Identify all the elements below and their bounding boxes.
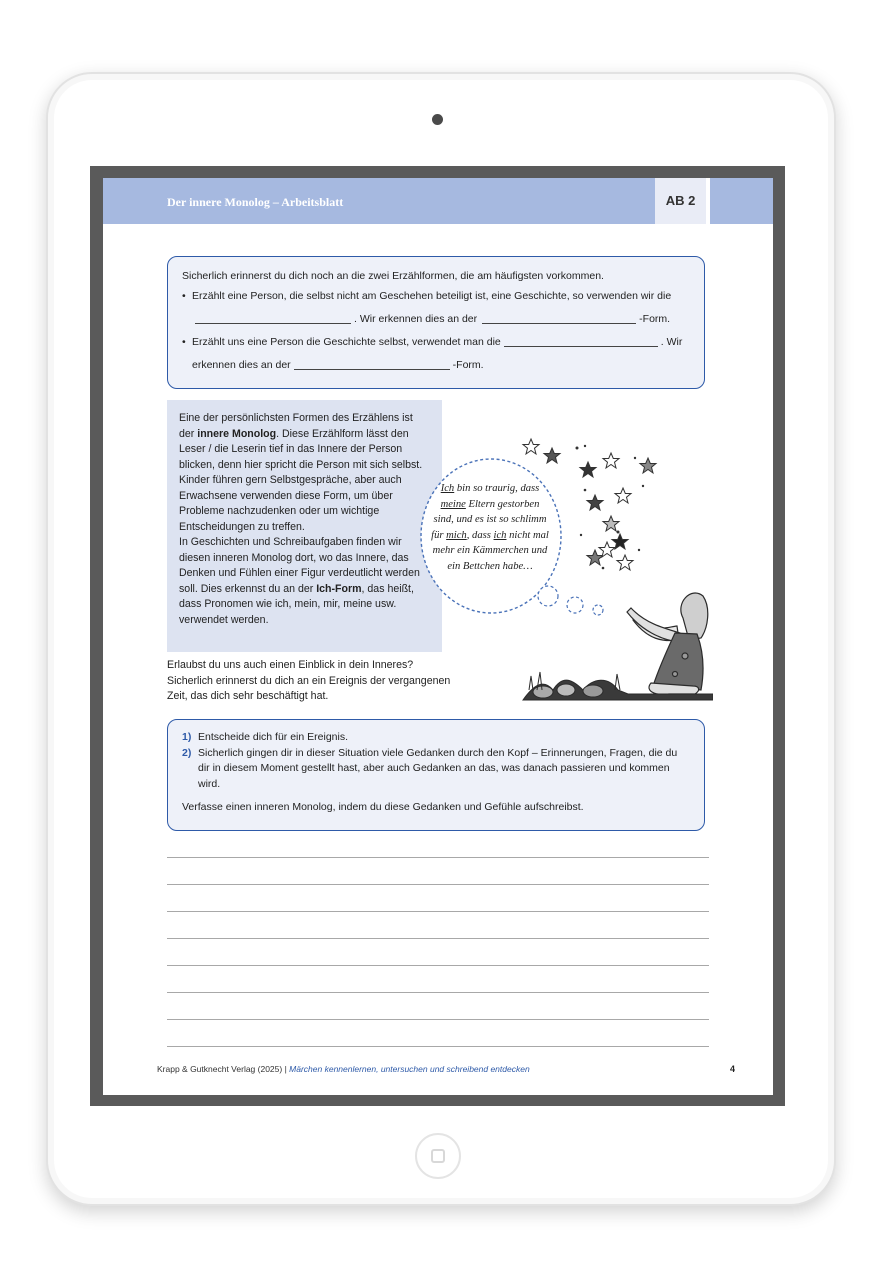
writing-line[interactable] [167,938,709,939]
writing-line[interactable] [167,911,709,912]
worksheet-tag: AB 2 [655,178,706,224]
intro-text: Sicherlich erinnerst du dich noch an die zwei Erzählformen, die am häufigsten vorkommen. [182,270,604,282]
task-1: 1) Entscheide dich für ein Ereignis. [182,731,348,743]
writing-line[interactable] [167,1046,709,1047]
writing-line[interactable] [167,884,709,885]
page-number: 4 [730,1064,736,1074]
writing-line[interactable] [167,965,709,966]
writing-line[interactable] [167,1019,709,1020]
blank-field-3[interactable] [504,334,658,347]
info-text-block [167,400,442,652]
blank-field-4[interactable] [294,357,450,370]
bullet-item-1: • Erzählt eine Person, die selbst nicht am Geschehen beteiligt ist, eine Geschichte, so verwenden wir die . Wir erkennen dies an der -Form. [182,285,690,331]
question-text: Erlaubst du uns auch einen Einblick in dein Inneres? Sicherlich erinnerst du dich an ein Ereignis der vergangenen Zeit, das dich sehr beschäftigt hat. [167,659,451,702]
girl-figure [627,593,708,694]
info-paragraph-2: Kinder führen gern Selbstgespräche, aber auch Erwachsene verwenden diese Form, um über Probleme nachzudenken oder um wichtige Entscheidungen zu treffen. [179,474,402,533]
thought-bubble-text: Ich bin so traurig, dass meine Eltern gestorben sind, und es ist so schlimm für mich, dass ich nicht mal mehr ein Kämmerchen und ein Bettchen habe… [431,483,549,572]
worksheet-page [103,178,773,1095]
writing-line[interactable] [167,857,709,858]
bullet-item-2: • Erzählt uns eine Person die Geschichte selbst, verwendet man die . Wir erkennen dies an der -Form. [182,331,690,377]
header-bar-end [710,178,773,224]
info-paragraph-3: In Geschichten und Schreibaufgaben finden wir diesen inneren Monolog dort, wo das Innere, das Denken und Fühlen einer Figur verdeutlicht werden soll. Dies erkennst du an der Ich-Form, das heißt, dass Pronomen wie ich, mein, mir, meine usw. verwendet werden. [179,536,420,626]
writing-line[interactable] [167,992,709,993]
task-box [167,719,705,831]
header-bar [103,178,655,224]
home-square-icon [431,1149,445,1163]
page-title: Der innere Monolog – Arbeitsblatt [167,195,344,209]
blank-field-2[interactable] [482,311,636,324]
intro-box [167,256,705,389]
blank-field-1[interactable] [195,311,351,324]
camera-icon [432,114,443,125]
task-2: 2) Sicherlich gingen dir in dieser Situation viele Gedanken durch den Kopf – Erinnerungen, Fragen, die du dir in diesem Moment gestellt hast, aber auch Gedanken an das, was danach passieren und kommen wird. [182,746,678,790]
info-paragraph-1: Eine der persönlichsten Formen des Erzählens ist der innere Monolog. Diese Erzählform lässt den Leser / die Leserin tief in das Innere der Person blicken, denn hier spricht die Person mit sich selbst. [179,412,423,471]
footer: Krapp & Gutknecht Verlag (2025) | Märchen kennenlernen, untersuchen und schreibend entdecken [157,1064,530,1074]
home-button[interactable] [415,1133,461,1179]
task-instruction: Verfasse einen inneren Monolog, indem du diese Gedanken und Gefühle aufschreibst. [182,801,584,813]
